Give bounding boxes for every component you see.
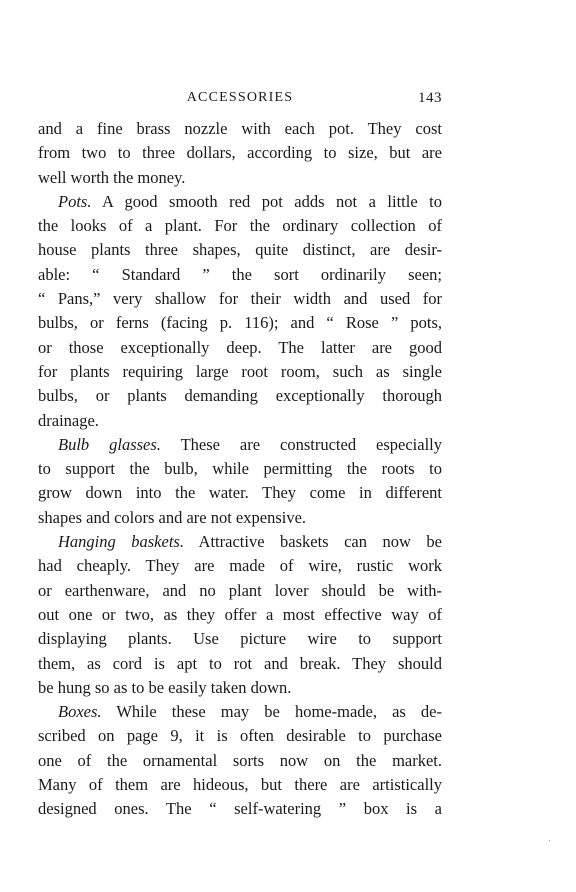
line-text: or earthenware, and no plant lover should be with- (38, 580, 442, 600)
text-line (38, 627, 442, 651)
text-line (38, 724, 442, 748)
line-text: house plants three shapes, quite distinct, are desir- (38, 240, 442, 260)
line-text: to support the bulb, while permitting the roots to (38, 459, 442, 479)
text-line (38, 141, 442, 165)
text-line (38, 311, 442, 335)
text-line (38, 214, 442, 238)
scan-speck (549, 840, 550, 841)
running-title: ACCESSORIES (186, 90, 294, 105)
line-text: out one or two, as they offer a most effective way of (38, 604, 442, 624)
text-line (38, 457, 442, 481)
paragraph-heading: Hanging baskets. (58, 532, 184, 552)
body-text (38, 117, 442, 822)
text-line (38, 360, 442, 384)
text-line (38, 287, 442, 311)
paragraph-heading: Bulb glasses. (58, 434, 161, 454)
line-text: displaying plants. Use picture wire to support (38, 629, 442, 649)
line-text: or those exceptionally deep. The latter are good (38, 337, 442, 357)
text-line (38, 409, 442, 433)
text-line (38, 117, 442, 141)
paragraph-heading: Boxes. (58, 702, 102, 722)
line-text: the looks of a plant. For the ordinary collection of (38, 216, 442, 236)
text-line (38, 238, 442, 262)
line-text: well worth the money. (38, 167, 186, 187)
paragraph-heading: Pots. (58, 191, 92, 211)
line-text: them, as cord is apt to rot and break. They should (38, 653, 442, 673)
line-text: drainage. (38, 410, 99, 430)
line-text: grow down into the water. They come in different (38, 483, 442, 503)
line-text: These are constructed especially (160, 434, 442, 454)
line-text: able: “ Standard ” the sort ordinarily seen; (38, 264, 442, 284)
line-text: designed ones. The “ self-watering ” box is a (38, 799, 442, 819)
line-text: one of the ornamental sorts now on the market. (38, 750, 442, 770)
line-text: bulbs, or ferns (facing p. 116); and “ Rose ” pots, (38, 313, 442, 333)
text-line (38, 506, 442, 530)
text-line (38, 797, 442, 821)
line-text: had cheaply. They are made of wire, rustic work (38, 556, 442, 576)
line-text: scribed on page 9, it is often desirable to purchase (38, 726, 442, 746)
running-head (38, 90, 442, 110)
line-text: While these may be home-made, as de- (101, 702, 442, 722)
paragraph-first-line (38, 530, 442, 554)
line-text: shapes and colors and are not expensive. (38, 507, 307, 527)
page-number: 143 (418, 90, 442, 106)
line-text: “ Pans,” very shallow for their width and used for (38, 289, 442, 309)
line-text: and a fine brass nozzle with each pot. They cost (38, 119, 442, 138)
line-text: from two to three dollars, according to size, but are (38, 143, 442, 163)
line-text: be hung so as to be easily taken down. (38, 677, 292, 697)
line-text: for plants requiring large root room, such as single (38, 361, 442, 381)
text-line (38, 652, 442, 676)
text-line (38, 579, 442, 603)
text-line (38, 676, 442, 700)
text-line (38, 603, 442, 627)
line-text: Attractive baskets can now be (183, 532, 442, 552)
paragraph-first-line (38, 433, 442, 457)
text-line (38, 263, 442, 287)
text-line (38, 481, 442, 505)
paragraph-first-line (38, 190, 442, 214)
text-line (38, 773, 442, 797)
paragraph-first-line (38, 700, 442, 724)
line-text: A good smooth red pot adds not a little to (91, 191, 442, 211)
text-line (38, 749, 442, 773)
text-line (38, 384, 442, 408)
line-text: bulbs, or plants demanding exceptionally thorough (38, 386, 442, 406)
text-line (38, 166, 442, 190)
line-text: Many of them are hideous, but there are artistically (38, 775, 442, 795)
text-line (38, 554, 442, 578)
text-line (38, 336, 442, 360)
